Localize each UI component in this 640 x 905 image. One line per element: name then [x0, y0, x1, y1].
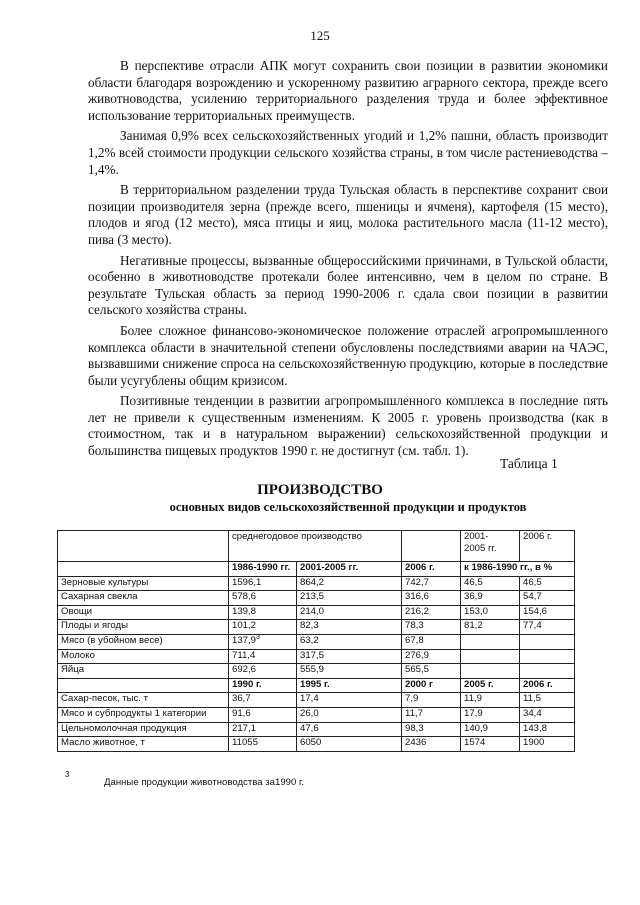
table-title: ПРОИЗВОДСТВО [257, 482, 383, 498]
table-cell: 140,9 [461, 722, 520, 737]
table-cell: 78,3 [402, 620, 461, 635]
table-header-cell [58, 562, 229, 577]
table-row [58, 664, 575, 679]
table-cell: Овощи [58, 605, 229, 620]
table-header-row [58, 562, 575, 577]
table-cell: 216,2 [402, 605, 461, 620]
table-row [58, 737, 575, 752]
table-cell: 101,2 [229, 620, 297, 635]
table-cell: 36,9 [461, 591, 520, 606]
table-row [58, 649, 575, 664]
table-cell: Яйца [58, 664, 229, 679]
table-cell: 154,6 [520, 605, 575, 620]
table-cell: 67,8 [402, 634, 461, 649]
table-cell [461, 634, 520, 649]
table-cell: Масло животное, т [58, 737, 229, 752]
table-subtitle: основных видов сельскохозяйственной продукции и продуктов [169, 500, 527, 514]
table-row [58, 620, 575, 635]
table-cell: 1596,1 [229, 576, 297, 591]
table-cell: 82,3 [297, 620, 402, 635]
table-cell: Плоды и ягоды [58, 620, 229, 635]
table-cell: 63,2 [297, 634, 402, 649]
table-header-cell [58, 678, 229, 693]
table-cell: 77,4 [520, 620, 575, 635]
paragraph: Позитивные тенденции в развитии агропромышленного комплекса в последние пять лет не привели к существенным изменениям. К 2005 г. уровень производства (как в стоимостном, так и в натуральном выражении) сельскохозяйственной продукции и большинства пищевых продуктов 1990 г. не достигнут (см. табл. 1). [88, 393, 608, 459]
table-cell: 742,7 [402, 576, 461, 591]
table-cell: 1574 [461, 737, 520, 752]
table-cell [461, 664, 520, 679]
table-cell: 11055 [229, 737, 297, 752]
table-header-cell: 2006 г. [520, 531, 575, 562]
table-cell [229, 634, 297, 649]
table-cell: 213,5 [297, 591, 402, 606]
table-row [58, 634, 575, 649]
table-cell: 91,6 [229, 707, 297, 722]
table-cell: 316,6 [402, 591, 461, 606]
table-cell: 36,7 [229, 693, 297, 708]
page-number: 125 [310, 28, 330, 43]
table-header-cell: 2000 г [402, 678, 461, 693]
table-row [58, 693, 575, 708]
table-cell: 2436 [402, 737, 461, 752]
paragraph: Негативные процессы, вызванные общероссийскими причинами, в Тульской области, особенно в животноводстве протекали более интенсивно, чем в целом по стране. В результате Тульская область за период 1990-2006 г. сдала свои позиции в развитии сельского хозяйства страны. [88, 252, 608, 318]
production-table [57, 530, 575, 752]
footnote-ref: 3 [256, 633, 260, 641]
table-cell: 711,4 [229, 649, 297, 664]
table-cell: 317,5 [297, 649, 402, 664]
table-cell: 17,4 [297, 693, 402, 708]
table-cell: 143,8 [520, 722, 575, 737]
table-cell: 11,5 [520, 693, 575, 708]
table-cell: Сахарная свекла [58, 591, 229, 606]
table-cell: 555,9 [297, 664, 402, 679]
table-header-row [58, 678, 575, 693]
table-cell-value: 137,9 [232, 634, 257, 646]
table-cell: Зерновые культуры [58, 576, 229, 591]
table-cell: Мясо (в убойном весе) [58, 634, 229, 649]
table-header-cell: 2006 г. [402, 562, 461, 577]
table-cell: 217,1 [229, 722, 297, 737]
paragraph: В территориальном разделении труда Тульская область в перспективе сохранит свои позиции производителя зерна (прежде всего, пшеницы и ячменя), картофеля (15 место), плодов и ягод (12 место), мяса птицы и яиц, молока растительного масла (11-12 место), пива (3 место). [88, 182, 608, 247]
table-caption: Таблица 1 [500, 456, 558, 471]
table-cell: 46,5 [520, 576, 575, 591]
table-cell: 17,9 [461, 707, 520, 722]
paragraph: В перспективе отрасли АПК могут сохранить свои позиции в развитии экономики области благодаря возрождению и ускоренному развитию аграрного сектора, прежде всего животноводства, усилению территориального разделения труда и более эффективное использование территориальных преимуществ. [88, 58, 608, 123]
table-header-cell: 2001- 2005 гг. [461, 531, 520, 562]
table-cell: 276,9 [402, 649, 461, 664]
table-cell [520, 664, 575, 679]
table-cell: 98,3 [402, 722, 461, 737]
table-header-cell [402, 531, 461, 562]
table-row [58, 722, 575, 737]
table-cell: 54,7 [520, 591, 575, 606]
table-cell [461, 649, 520, 664]
table-cell: Сахар-песок, тыс. т [58, 693, 229, 708]
paragraph: Более сложное финансово-экономическое положение отраслей агропромышленного комплекса области в значительной степени обусловлены последствиями аварии на ЧАЭС, вызвавшими снижение спроса на сельскохозяйственную продукцию, которые в последствие были усугублены общим кризисом. [88, 322, 608, 388]
table-cell [520, 634, 575, 649]
table-cell: 7,9 [402, 693, 461, 708]
table-cell: 47,6 [297, 722, 402, 737]
table-header-cell: 1995 г. [297, 678, 402, 693]
paragraph: Занимая 0,9% всех сельскохозяйственных угодий и 1,2% пашни, область производит 1,2% всей стоимости продукции сельского хозяйства страны, в том числе растениеводства – 1,4%. [88, 128, 608, 177]
table-row [58, 605, 575, 620]
table-row [58, 707, 575, 722]
footnote: Данные продукции животноводства за1990 г. [104, 777, 304, 788]
table-cell: 11,9 [461, 693, 520, 708]
table-cell: 6050 [297, 737, 402, 752]
body-text [88, 58, 608, 464]
table-header-cell: к 1986-1990 гг., в % [461, 562, 575, 577]
table-header-cell [58, 531, 229, 562]
table-cell: 46,5 [461, 576, 520, 591]
table-cell: 153,0 [461, 605, 520, 620]
table-header-cell: 1990 г. [229, 678, 297, 693]
table-cell [520, 649, 575, 664]
table-cell: 139,8 [229, 605, 297, 620]
table-row [58, 576, 575, 591]
table-cell: 1900 [520, 737, 575, 752]
table-cell: 34,4 [520, 707, 575, 722]
table-cell: 81,2 [461, 620, 520, 635]
footnote-mark: 3 [65, 770, 70, 779]
table-cell: 578,6 [229, 591, 297, 606]
table-cell: 864,2 [297, 576, 402, 591]
table-header-cell: 1986-1990 гг. [229, 562, 297, 577]
table-header-cell: 2006 г. [520, 678, 575, 693]
table-header-row [58, 531, 575, 562]
table-cell: Цельномолочная продукция [58, 722, 229, 737]
table-cell: 11,7 [402, 707, 461, 722]
table-header-cell: 2005 г. [461, 678, 520, 693]
table-header-cell: среднегодовое производство [229, 531, 402, 562]
table-row [58, 591, 575, 606]
table-cell: 26,0 [297, 707, 402, 722]
table-cell: 692,6 [229, 664, 297, 679]
table-cell: 214,0 [297, 605, 402, 620]
table-cell: Молоко [58, 649, 229, 664]
table-cell: 565,5 [402, 664, 461, 679]
table-header-cell: 2001-2005 гг. [297, 562, 402, 577]
table-cell: Мясо и субпродукты 1 категории [58, 707, 229, 722]
